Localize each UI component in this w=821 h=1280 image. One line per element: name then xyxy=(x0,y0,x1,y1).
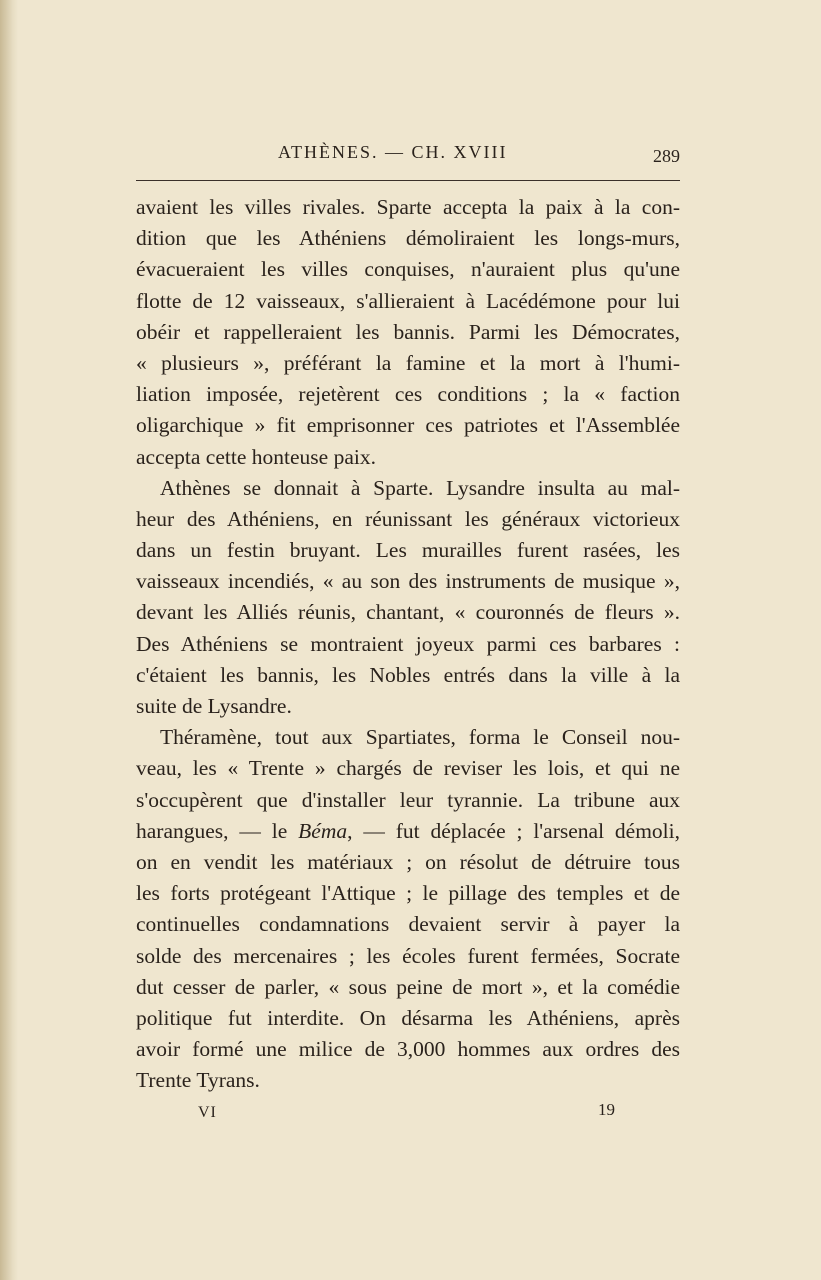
sheet-number: 19 xyxy=(598,1100,615,1119)
text-line: Des Athéniens se montraient joyeux parmi ces barbares : xyxy=(136,631,680,656)
text-line: « plusieurs », préférant la famine et la mort à l'humi- xyxy=(136,350,680,375)
text-line: obéir et rappelleraient les bannis. Parmi les Démocrates, xyxy=(136,319,680,344)
text-line: liation imposée, rejetèrent ces conditions ; la « faction xyxy=(136,382,680,407)
text-line: harangues, — le Béma, — fut déplacée ; l'arsenal démoli, xyxy=(136,818,681,843)
text-line: Athènes se donnait à Sparte. Lysandre insulta au mal- xyxy=(160,475,680,500)
running-head xyxy=(136,138,680,168)
paragraph-2 xyxy=(136,473,680,723)
text-line: solde des mercenaires ; les écoles furent fermées, Socrate xyxy=(136,943,680,968)
text-line: suite de Lysandre. xyxy=(136,694,292,718)
text-line: dition que les Athéniens démoliraient les longs-murs, xyxy=(136,226,680,251)
text-line: avoir formé une milice de 3,000 hommes aux ordres des xyxy=(136,1037,680,1062)
text-line: dans un festin bruyant. Les murailles furent rasées, les xyxy=(136,538,680,563)
text-line: dut cesser de parler, « sous peine de mort », et la comédie xyxy=(136,974,680,999)
running-title: ATHÈNES. — CH. XVIII xyxy=(278,142,508,162)
paragraph-3 xyxy=(136,722,680,1096)
text-line: heur des Athéniens, en réunissant les généraux victorieux xyxy=(136,506,680,531)
text-line: on en vendit les matériaux ; on résolut de détruire tous xyxy=(136,849,680,874)
text-line: c'étaient les bannis, les Nobles entrés dans la ville à la xyxy=(136,662,680,687)
header-rule xyxy=(136,180,680,181)
text-line: continuelles condamnations devaient servir à payer la xyxy=(136,912,680,937)
text-line: Trente Tyrans. xyxy=(136,1068,260,1093)
body-text xyxy=(136,192,680,1096)
page-footer xyxy=(136,1100,680,1130)
text-line: veau, les « Trente » chargés de reviser les lois, et qui ne xyxy=(136,756,680,781)
text-line: vaisseaux incendiés, « au son des instruments de musique », xyxy=(136,569,680,594)
text-line: politique fut interdite. On désarma les Athéniens, après xyxy=(136,1005,680,1030)
text-line: flotte de 12 vaisseaux, s'allieraient à Lacédémone pour lui xyxy=(136,288,680,313)
text-line: Théramène, tout aux Spartiates, forma le Conseil nou- xyxy=(160,725,680,750)
text-line: oligarchique » fit emprisonner ces patriotes et l'Assemblée xyxy=(136,413,680,438)
text-line: évacueraient les villes conquises, n'auraient plus qu'une xyxy=(136,257,680,282)
text-line: avaient les villes rivales. Sparte accepta la paix à la con- xyxy=(136,195,680,219)
signature-mark: VI xyxy=(198,1104,217,1121)
page-number: 289 xyxy=(653,146,680,166)
text-line: accepta cette honteuse paix. xyxy=(136,444,376,469)
paragraph-1 xyxy=(136,192,680,473)
text-line: les forts protégeant l'Attique ; le pillage des temples et de xyxy=(136,881,680,906)
text-line: s'occupèrent que d'installer leur tyrannie. La tribune aux xyxy=(136,787,680,812)
page-binding-shadow xyxy=(0,0,18,1280)
text-line: devant les Alliés réunis, chantant, « couronnés de fleurs ». xyxy=(136,600,680,625)
